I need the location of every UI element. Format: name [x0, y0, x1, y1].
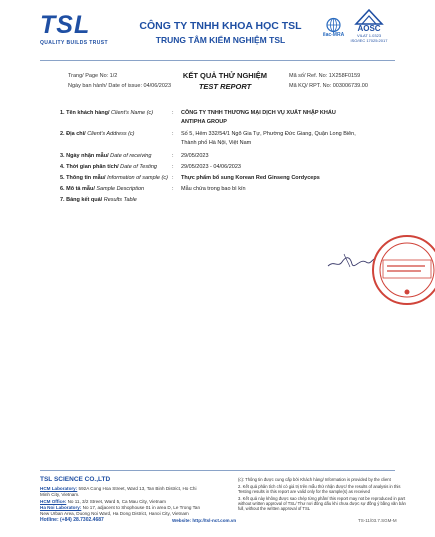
footer-note-1: (c): Thông tin được cung cấp bởi Khách hàng/ Information is provided by the client: [238, 477, 391, 482]
field-label-vn: Tên khách hàng/: [66, 110, 110, 116]
field-num: 2.: [60, 131, 65, 137]
field-label-vn: Thông tin mẫu/: [66, 175, 106, 181]
ilac-globe-icon: [320, 17, 347, 33]
tsl-logo: [40, 12, 116, 52]
field-results-table-label: [60, 197, 137, 203]
field-sample-description-label: [60, 186, 144, 192]
aosc-accreditation-logo: [346, 8, 392, 58]
report-title-en: TEST REPORT: [198, 82, 252, 91]
ref-number: Mã số/ Ref. No: 1X258F0159: [289, 73, 361, 79]
issue-date: Ngày ban hành/ Date of issue: 04/06/2023: [68, 83, 172, 89]
tsl-logo-tagline: QUALITY BUILDS TRUST: [40, 40, 108, 46]
field-label-vn: Thời gian phân tích/: [66, 164, 119, 170]
footer-hcm-lab: [40, 486, 197, 491]
field-sample-info-label: [60, 175, 168, 181]
field-client-address-label: [60, 131, 135, 137]
field-label-en: Date of receiving: [108, 153, 152, 159]
field-colon: :: [172, 175, 174, 181]
client-address-line2: Thành phố Hà Nội, Việt Nam: [181, 140, 252, 146]
hcm-lab-label: HCM Laboratory:: [40, 486, 78, 491]
field-label-en: Client's Name (c): [109, 110, 154, 116]
footer-note-2: 2. Kết quả phân tích chỉ có giá trị trên mẫu thử nhận được/ the results of analysis in this: [238, 484, 401, 489]
field-num: 3.: [60, 153, 65, 159]
field-label-en: Date of Testing: [118, 164, 157, 170]
footer-website-link[interactable]: Website: http://tsl-nct.com.vn: [172, 518, 237, 523]
footer-note-5: without written approval of TSL/ Thư nơi đông dấu khi chưa được sự đồng ý bằng văn bản: [238, 501, 406, 506]
field-num: 7.: [60, 197, 65, 203]
footer-note-3: Testing results in this report are valid only for the sample(s) as received: [238, 489, 370, 494]
footer-hcm-lab-cont: Minh City, Vietnam.: [40, 492, 80, 497]
hanoi-lab-address: No 17, adjacent to Shophouse 01 in area D, Le Trong Tan: [81, 505, 201, 510]
field-num: 5.: [60, 175, 65, 181]
field-label-vn: Mô tả mẫu/: [66, 186, 95, 192]
field-colon: :: [172, 153, 174, 159]
footer-hcm-office: [40, 499, 166, 504]
footer-hanoi-lab: [40, 505, 200, 510]
client-name-line2: ANTIPHA GROUP: [181, 119, 227, 125]
field-colon: :: [172, 164, 174, 170]
company-stamp: [365, 230, 435, 310]
hcm-office-label: HCM Office:: [40, 499, 67, 504]
hcm-office-address: No 11, 3/2 Street, Ward 5, Ca Mau City, Vietnam: [66, 499, 166, 504]
footer-hotline: Hotline: (+84) 28.7302.4687: [40, 517, 104, 523]
hanoi-lab-label: Ha Noi Laboratory:: [40, 505, 82, 510]
field-label-en: Sample Description: [94, 186, 145, 192]
page-number: Trang/ Page No: 1/2: [68, 73, 118, 79]
footer-hanoi-lab-cont: New Urban Area, Duong Noi Ward, Ha Dong District, Hanoi City, Vietnam: [40, 511, 189, 516]
rpt-number: Mã KQ/ RPT. No: 003006739.00: [289, 83, 368, 89]
client-name-line1: CÔNG TY TNHH THƯƠNG MẠI DỊCH VỤ XUẤT NHẬP KHẨU: [181, 110, 336, 116]
company-name: CÔNG TY TNHH KHOA HỌC TSL: [139, 20, 302, 32]
date-testing-value: 29/05/2023 - 04/06/2023: [181, 164, 241, 170]
ilac-label: ilac-MRA: [322, 32, 345, 38]
field-date-testing-label: [60, 164, 157, 170]
footer-divider: [40, 470, 395, 471]
field-colon: :: [172, 186, 174, 192]
sample-info-value: Thực phẩm bổ sung Korean Red Ginseng Cordyceps: [181, 175, 320, 181]
field-label-en: Information of sample (c): [105, 175, 168, 181]
field-label-vn: Địa chỉ/: [66, 131, 86, 137]
field-colon: :: [172, 131, 174, 137]
field-num: 1.: [60, 110, 65, 116]
field-label-en: Client's Address (c): [85, 131, 135, 137]
aosc-code: VILAT 1.0323: [356, 33, 382, 38]
field-label-vn: Bảng kết quả/: [66, 197, 103, 203]
client-address-line1: Số 5, Hẻm 332/54/1 Ngõ Gia Tự, Phường Đức Giang, Quận Long Biên,: [181, 131, 356, 137]
field-label-en: Results Table: [102, 197, 137, 203]
footer-company-name: TSL SCIENCE CO.,LTD: [40, 476, 111, 483]
field-date-receiving-label: [60, 153, 151, 159]
hcm-lab-address: 592A Cong Hoa Street, Ward 13, Tan Binh District, Ho Chi: [77, 486, 197, 491]
aosc-label: AOSC: [357, 24, 381, 33]
field-colon: :: [172, 110, 174, 116]
aosc-standard: ISO/IEC 17025:2017: [350, 38, 388, 43]
field-num: 6.: [60, 186, 65, 192]
ilac-mra-logo: [320, 17, 347, 47]
field-client-name-label: [60, 110, 153, 116]
field-label-vn: Ngày nhận mẫu/: [66, 153, 109, 159]
field-num: 4.: [60, 164, 65, 170]
report-title-vn: KẾT QUẢ THỬ NGHIỆM: [182, 71, 268, 80]
sample-description-value: Mẫu chứa trong bao bì kín: [181, 186, 246, 192]
header-divider: [40, 60, 395, 61]
tsl-logo-mark: TSL: [40, 11, 91, 39]
form-code: TS-11/03.7.SGM-M: [358, 518, 397, 523]
date-receiving-value: 29/05/2023: [181, 153, 209, 159]
footer-note-6: full, without the written approval of TSL: [238, 506, 311, 511]
footer-note-4: 3. Kết quả này không được sao chép từng phần/ this report may not be reproduced in part: [238, 496, 406, 501]
testing-center-name: TRUNG TÂM KIỂM NGHIỆM TSL: [155, 35, 286, 45]
aosc-mark-icon: [346, 8, 392, 26]
